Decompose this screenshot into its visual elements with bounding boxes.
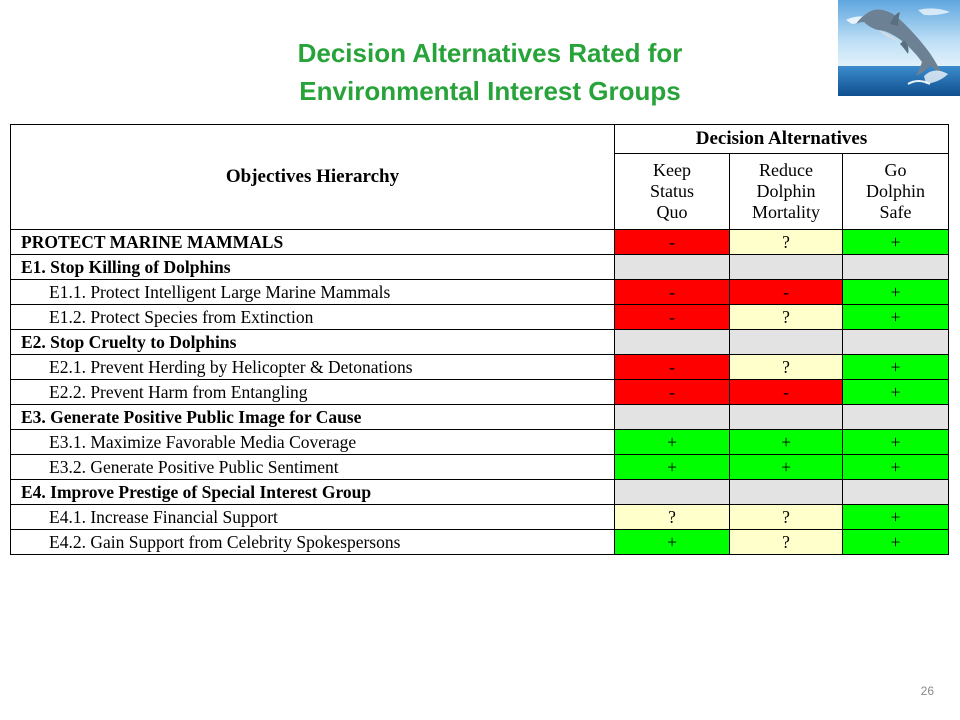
rating-cell: -	[615, 355, 730, 380]
table-row	[11, 305, 949, 330]
objective-label: E3. Generate Positive Public Image for Cause	[11, 405, 615, 430]
table-row	[11, 230, 949, 255]
rating-cell: +	[615, 430, 730, 455]
table-row	[11, 480, 949, 505]
alt-label-line: Reduce	[759, 160, 813, 180]
rating-cell: +	[730, 455, 843, 480]
rating-cell: -	[615, 230, 730, 255]
page-number: 26	[920, 684, 934, 698]
alternative-go-dolphin-safe	[843, 154, 949, 230]
rating-cell: ?	[730, 305, 843, 330]
objective-label: E2.1. Prevent Herding by Helicopter & Detonations	[11, 355, 615, 380]
dolphin-photo-icon	[838, 0, 960, 96]
objective-label: E1.2. Protect Species from Extinction	[11, 305, 615, 330]
table-row	[11, 505, 949, 530]
rating-cell: ?	[730, 230, 843, 255]
alt-label-line: Go	[884, 160, 907, 180]
objective-label: E4. Improve Prestige of Special Interest Group	[11, 480, 615, 505]
rating-cell: -	[730, 380, 843, 405]
rating-cell: +	[843, 455, 949, 480]
rating-cell: ?	[730, 355, 843, 380]
alt-label-line: Quo	[656, 202, 688, 222]
objective-label: E4.2. Gain Support from Celebrity Spokespersons	[11, 530, 615, 555]
table-row	[11, 455, 949, 480]
alt-label-line: Dolphin	[756, 181, 816, 201]
rating-cell: +	[843, 430, 949, 455]
table-row	[11, 355, 949, 380]
dolphin-image	[838, 0, 960, 96]
rating-cell	[730, 405, 843, 430]
rating-cell: +	[843, 230, 949, 255]
alt-label-line: Status	[649, 181, 694, 201]
slide-title	[120, 34, 860, 110]
rating-cell: ?	[730, 505, 843, 530]
alt-label-line: Mortality	[752, 202, 820, 222]
rating-cell	[615, 480, 730, 505]
rating-cell	[843, 330, 949, 355]
ratings-table	[10, 124, 949, 555]
table-row	[11, 330, 949, 355]
rating-cell	[615, 405, 730, 430]
rating-cell	[615, 255, 730, 280]
rating-cell: +	[843, 355, 949, 380]
rating-cell: +	[843, 305, 949, 330]
rating-cell: -	[730, 280, 843, 305]
rating-cell	[730, 480, 843, 505]
rating-cell: -	[615, 380, 730, 405]
rating-cell	[843, 255, 949, 280]
alt-label-line: Safe	[879, 202, 912, 222]
rating-cell: +	[615, 530, 730, 555]
rating-cell: -	[615, 280, 730, 305]
rating-cell: +	[843, 280, 949, 305]
rating-cell: +	[615, 455, 730, 480]
alternative-reduce-dolphin-mortality	[730, 154, 843, 230]
table-row	[11, 405, 949, 430]
rating-cell: +	[730, 430, 843, 455]
objective-label: E3.2. Generate Positive Public Sentiment	[11, 455, 615, 480]
table-row	[11, 430, 949, 455]
objective-label: E3.1. Maximize Favorable Media Coverage	[11, 430, 615, 455]
rating-cell	[615, 330, 730, 355]
alt-label-line: Keep	[653, 160, 691, 180]
rating-cell	[730, 330, 843, 355]
rating-cell	[843, 480, 949, 505]
alt-label-line: Dolphin	[866, 181, 926, 201]
alternative-keep-status-quo	[615, 154, 730, 230]
rating-cell	[843, 405, 949, 430]
objective-label: E2.2. Prevent Harm from Entangling	[11, 380, 615, 405]
objective-label: E1. Stop Killing of Dolphins	[11, 255, 615, 280]
decision-alternatives-header: Decision Alternatives	[615, 125, 949, 154]
table-row	[11, 255, 949, 280]
rating-cell	[730, 255, 843, 280]
table-row	[11, 380, 949, 405]
objectives-header: Objectives Hierarchy	[11, 125, 615, 230]
rating-cell: -	[615, 305, 730, 330]
objective-label: E1.1. Protect Intelligent Large Marine Mammals	[11, 280, 615, 305]
rating-cell: +	[843, 530, 949, 555]
rating-cell: +	[843, 505, 949, 530]
table-row	[11, 530, 949, 555]
title-line-1: Decision Alternatives Rated for	[297, 38, 683, 68]
rating-cell: ?	[730, 530, 843, 555]
objective-label: PROTECT MARINE MAMMALS	[11, 230, 615, 255]
table-row	[11, 280, 949, 305]
objective-label: E2. Stop Cruelty to Dolphins	[11, 330, 615, 355]
rating-cell: ?	[615, 505, 730, 530]
title-line-2: Environmental Interest Groups	[299, 76, 681, 106]
objective-label: E4.1. Increase Financial Support	[11, 505, 615, 530]
rating-cell: +	[843, 380, 949, 405]
